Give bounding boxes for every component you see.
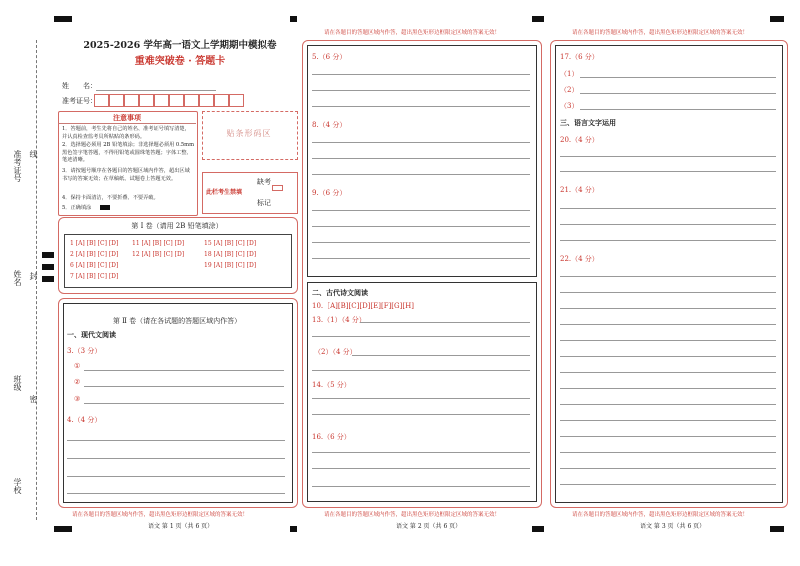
- answer-line[interactable]: [560, 452, 776, 453]
- answer-line[interactable]: [560, 240, 776, 241]
- answer-line[interactable]: [312, 158, 530, 159]
- binding-close-label: 密: [29, 395, 38, 403]
- answer-line[interactable]: [312, 336, 530, 337]
- q4-label: 4.（4 分）: [67, 416, 102, 424]
- page-footer: 语文 第 2 页（共 6 页）: [396, 523, 462, 530]
- page-footer: 语文 第 1 页（共 6 页）: [148, 523, 214, 530]
- answer-line[interactable]: [67, 458, 285, 459]
- answer-line[interactable]: [312, 210, 530, 211]
- notice-item: 3．请按题号顺序在各题目的答题区域内作答，超出区域书写的答案无效；在草稿纸、试题卷上答题无效。: [62, 168, 190, 182]
- binding-name-label: 姓名: [13, 270, 22, 286]
- notice-item: 2．选择题必须用 2B 铅笔填涂；非选择题必须用 0.5mm 黑色签字笔答题，不得用铅笔或圆珠笔答题；字体工整、笔迹清晰。: [62, 142, 195, 163]
- q13-2-label: （2）（4 分）: [314, 348, 357, 356]
- q17-box: [555, 45, 783, 503]
- q3-sub-label: ①: [74, 362, 81, 370]
- choice-row[interactable]: 7 [A] [B] [C] [D]: [70, 273, 119, 280]
- notice-item: 1．答题前，考生先将自己的姓名、准考证号填写清楚，并认真检查监考员所粘贴的条形码。: [62, 126, 190, 140]
- answer-line[interactable]: [312, 90, 530, 91]
- answer-line[interactable]: [560, 356, 776, 357]
- binding-dashed-line: [36, 40, 37, 520]
- registration-mark: [770, 526, 784, 532]
- answer-line[interactable]: [67, 476, 285, 477]
- bottom-notice: 请在各题目的答题区域内作答，超出黑色矩形边框限定区域的答案无效！: [324, 512, 501, 518]
- answer-line[interactable]: [560, 276, 776, 277]
- choice-row[interactable]: 15 [A] [B] [C] [D]: [204, 240, 257, 247]
- answer-line[interactable]: [560, 484, 776, 485]
- filled-bubble-sample: [100, 205, 110, 210]
- answer-line[interactable]: [84, 403, 284, 404]
- notice-item: 5．正确填涂: [62, 205, 92, 211]
- q14-label: 14.（5 分）: [312, 381, 351, 389]
- answer-line[interactable]: [312, 398, 530, 399]
- answer-line[interactable]: [312, 106, 530, 107]
- answer-line[interactable]: [560, 436, 776, 437]
- name-field[interactable]: [96, 90, 216, 91]
- binding-exam-id-label: 准考证号: [13, 150, 22, 182]
- exam-subtitle: 重难突破卷 · 答题卡: [134, 56, 226, 67]
- answer-line[interactable]: [560, 468, 776, 469]
- part1-heading: 一、现代文阅读: [67, 330, 116, 339]
- choice-row[interactable]: 1 [A] [B] [C] [D]: [70, 240, 119, 247]
- q17-sub-label: （1）: [560, 70, 579, 78]
- answer-line[interactable]: [560, 171, 776, 172]
- answer-line[interactable]: [580, 77, 776, 78]
- answer-line[interactable]: [312, 452, 530, 453]
- top-notice: 请在各题目的答题区域内作答，超出黑色矩形边框限定区域的答案无效！: [324, 30, 501, 36]
- answer-line[interactable]: [312, 258, 530, 259]
- absent-label-2: 标记: [257, 199, 271, 207]
- answer-line[interactable]: [312, 174, 530, 175]
- absent-note: 此栏考生禁填: [206, 189, 243, 196]
- q5-label: 5.（6 分）: [312, 53, 347, 61]
- exam-id-cell[interactable]: [184, 94, 199, 107]
- answer-line[interactable]: [560, 340, 776, 341]
- answer-line[interactable]: [360, 322, 530, 323]
- answer-line[interactable]: [312, 414, 530, 415]
- q22-label: 22.（4 分）: [560, 255, 599, 263]
- q20-label: 20.（4 分）: [560, 136, 599, 144]
- registration-mark: [54, 526, 72, 532]
- answer-line[interactable]: [560, 292, 776, 293]
- registration-mark: [42, 252, 54, 258]
- page-footer: 语文 第 3 页（共 6 页）: [640, 523, 706, 530]
- answer-line[interactable]: [312, 486, 530, 487]
- answer-line[interactable]: [312, 74, 530, 75]
- q17-sub-label: （3）: [560, 102, 579, 110]
- answer-line[interactable]: [312, 142, 530, 143]
- answer-line[interactable]: [67, 440, 285, 441]
- answer-line[interactable]: [312, 468, 530, 469]
- binding-line-label: 线: [29, 150, 38, 158]
- choice-row[interactable]: 6 [A] [B] [C] [D]: [70, 262, 119, 269]
- answer-line[interactable]: [580, 109, 776, 110]
- q9-label: 9.（6 分）: [312, 189, 347, 197]
- name-label: 姓 名：: [62, 82, 97, 90]
- section1-title: 第 Ⅰ 卷（请用 2B 铅笔填涂）: [131, 222, 223, 230]
- registration-mark: [54, 16, 72, 22]
- binding-class-label: 班级: [13, 375, 22, 391]
- answer-line[interactable]: [352, 355, 530, 356]
- answer-line[interactable]: [560, 324, 776, 325]
- bottom-notice: 请在各题目的答题区域内作答，超出黑色矩形边框限定区域的答案无效！: [72, 512, 249, 518]
- exam-id-cell[interactable]: [199, 94, 214, 107]
- q8-label: 8.（4 分）: [312, 121, 347, 129]
- exam-id-cell[interactable]: [229, 94, 244, 107]
- exam-id-label: 准考证号：: [62, 97, 97, 105]
- exam-id-cell[interactable]: [94, 94, 109, 107]
- exam-id-cell[interactable]: [214, 94, 229, 107]
- answer-line[interactable]: [560, 224, 776, 225]
- registration-mark: [290, 16, 297, 22]
- barcode-area-label: 贴条形码区: [226, 129, 272, 138]
- answer-line[interactable]: [312, 226, 530, 227]
- answer-line[interactable]: [580, 93, 776, 94]
- q3-sub-label: ③: [74, 395, 81, 403]
- answer-line[interactable]: [84, 370, 284, 371]
- exam-title: 2025-2026 学年高一语文上学期期中模拟卷: [83, 40, 277, 51]
- q16-label: 16.（6 分）: [312, 433, 351, 441]
- choice-row[interactable]: 2 [A] [B] [C] [D]: [70, 251, 119, 258]
- exam-id-cell[interactable]: [154, 94, 169, 107]
- exam-id-cell[interactable]: [109, 94, 124, 107]
- registration-mark: [770, 16, 784, 22]
- exam-id-cell[interactable]: [124, 94, 139, 107]
- choice-row[interactable]: 19 [A] [B] [C] [D]: [204, 262, 257, 269]
- registration-mark: [42, 276, 54, 282]
- q17-sub-label: （2）: [560, 86, 579, 94]
- answer-line[interactable]: [67, 493, 285, 494]
- answer-line[interactable]: [560, 420, 776, 421]
- section2-title: 第 Ⅱ 卷（请在各试题的答题区域内作答）: [112, 317, 242, 325]
- answer-line[interactable]: [560, 156, 776, 157]
- answer-line[interactable]: [560, 208, 776, 209]
- registration-mark: [532, 16, 544, 22]
- notice-title: 注意事项: [113, 113, 141, 122]
- bottom-notice: 请在各题目的答题区域内作答，超出黑色矩形边框限定区域的答案无效！: [572, 512, 749, 518]
- absent-checkbox[interactable]: [272, 185, 283, 191]
- registration-mark: [42, 264, 54, 270]
- answer-line[interactable]: [560, 372, 776, 373]
- answer-line[interactable]: [560, 388, 776, 389]
- part3-heading: 三、语言文字运用: [560, 118, 616, 127]
- binding-school-label: 学校: [13, 478, 22, 494]
- answer-line[interactable]: [560, 308, 776, 309]
- answer-line[interactable]: [560, 404, 776, 405]
- choice-row[interactable]: 12 [A] [B] [C] [D]: [132, 251, 185, 258]
- exam-id-cell[interactable]: [139, 94, 154, 107]
- top-notice: 请在各题目的答题区域内作答，超出黑色矩形边框限定区域的答案无效！: [572, 30, 749, 36]
- answer-line[interactable]: [312, 242, 530, 243]
- registration-mark: [290, 526, 297, 532]
- choice-row[interactable]: 11 [A] [B] [C] [D]: [132, 240, 185, 247]
- q13-1-label: 13.（1）（4 分）: [312, 316, 366, 324]
- part2-heading: 二、古代诗文阅读: [312, 288, 368, 297]
- notice-divider: [58, 123, 196, 124]
- binding-seal-label: 封: [29, 272, 38, 280]
- choice-row[interactable]: 18 [A] [B] [C] [D]: [204, 251, 257, 258]
- notice-item: 4．保持卡面清洁，不要折叠、不要弄破。: [62, 195, 159, 201]
- answer-line[interactable]: [312, 370, 530, 371]
- registration-mark: [532, 526, 544, 532]
- exam-id-cell[interactable]: [169, 94, 184, 107]
- q10-options[interactable]: 10.［A][B][C][D][E][F][G][H]: [312, 302, 414, 310]
- absent-label-1: 缺考: [257, 178, 271, 186]
- q21-label: 21.（4 分）: [560, 186, 599, 194]
- q3-label: 3.（3 分）: [67, 347, 102, 355]
- answer-line[interactable]: [84, 386, 284, 387]
- q17-label: 17.（6 分）: [560, 53, 599, 61]
- q3-sub-label: ②: [74, 378, 81, 386]
